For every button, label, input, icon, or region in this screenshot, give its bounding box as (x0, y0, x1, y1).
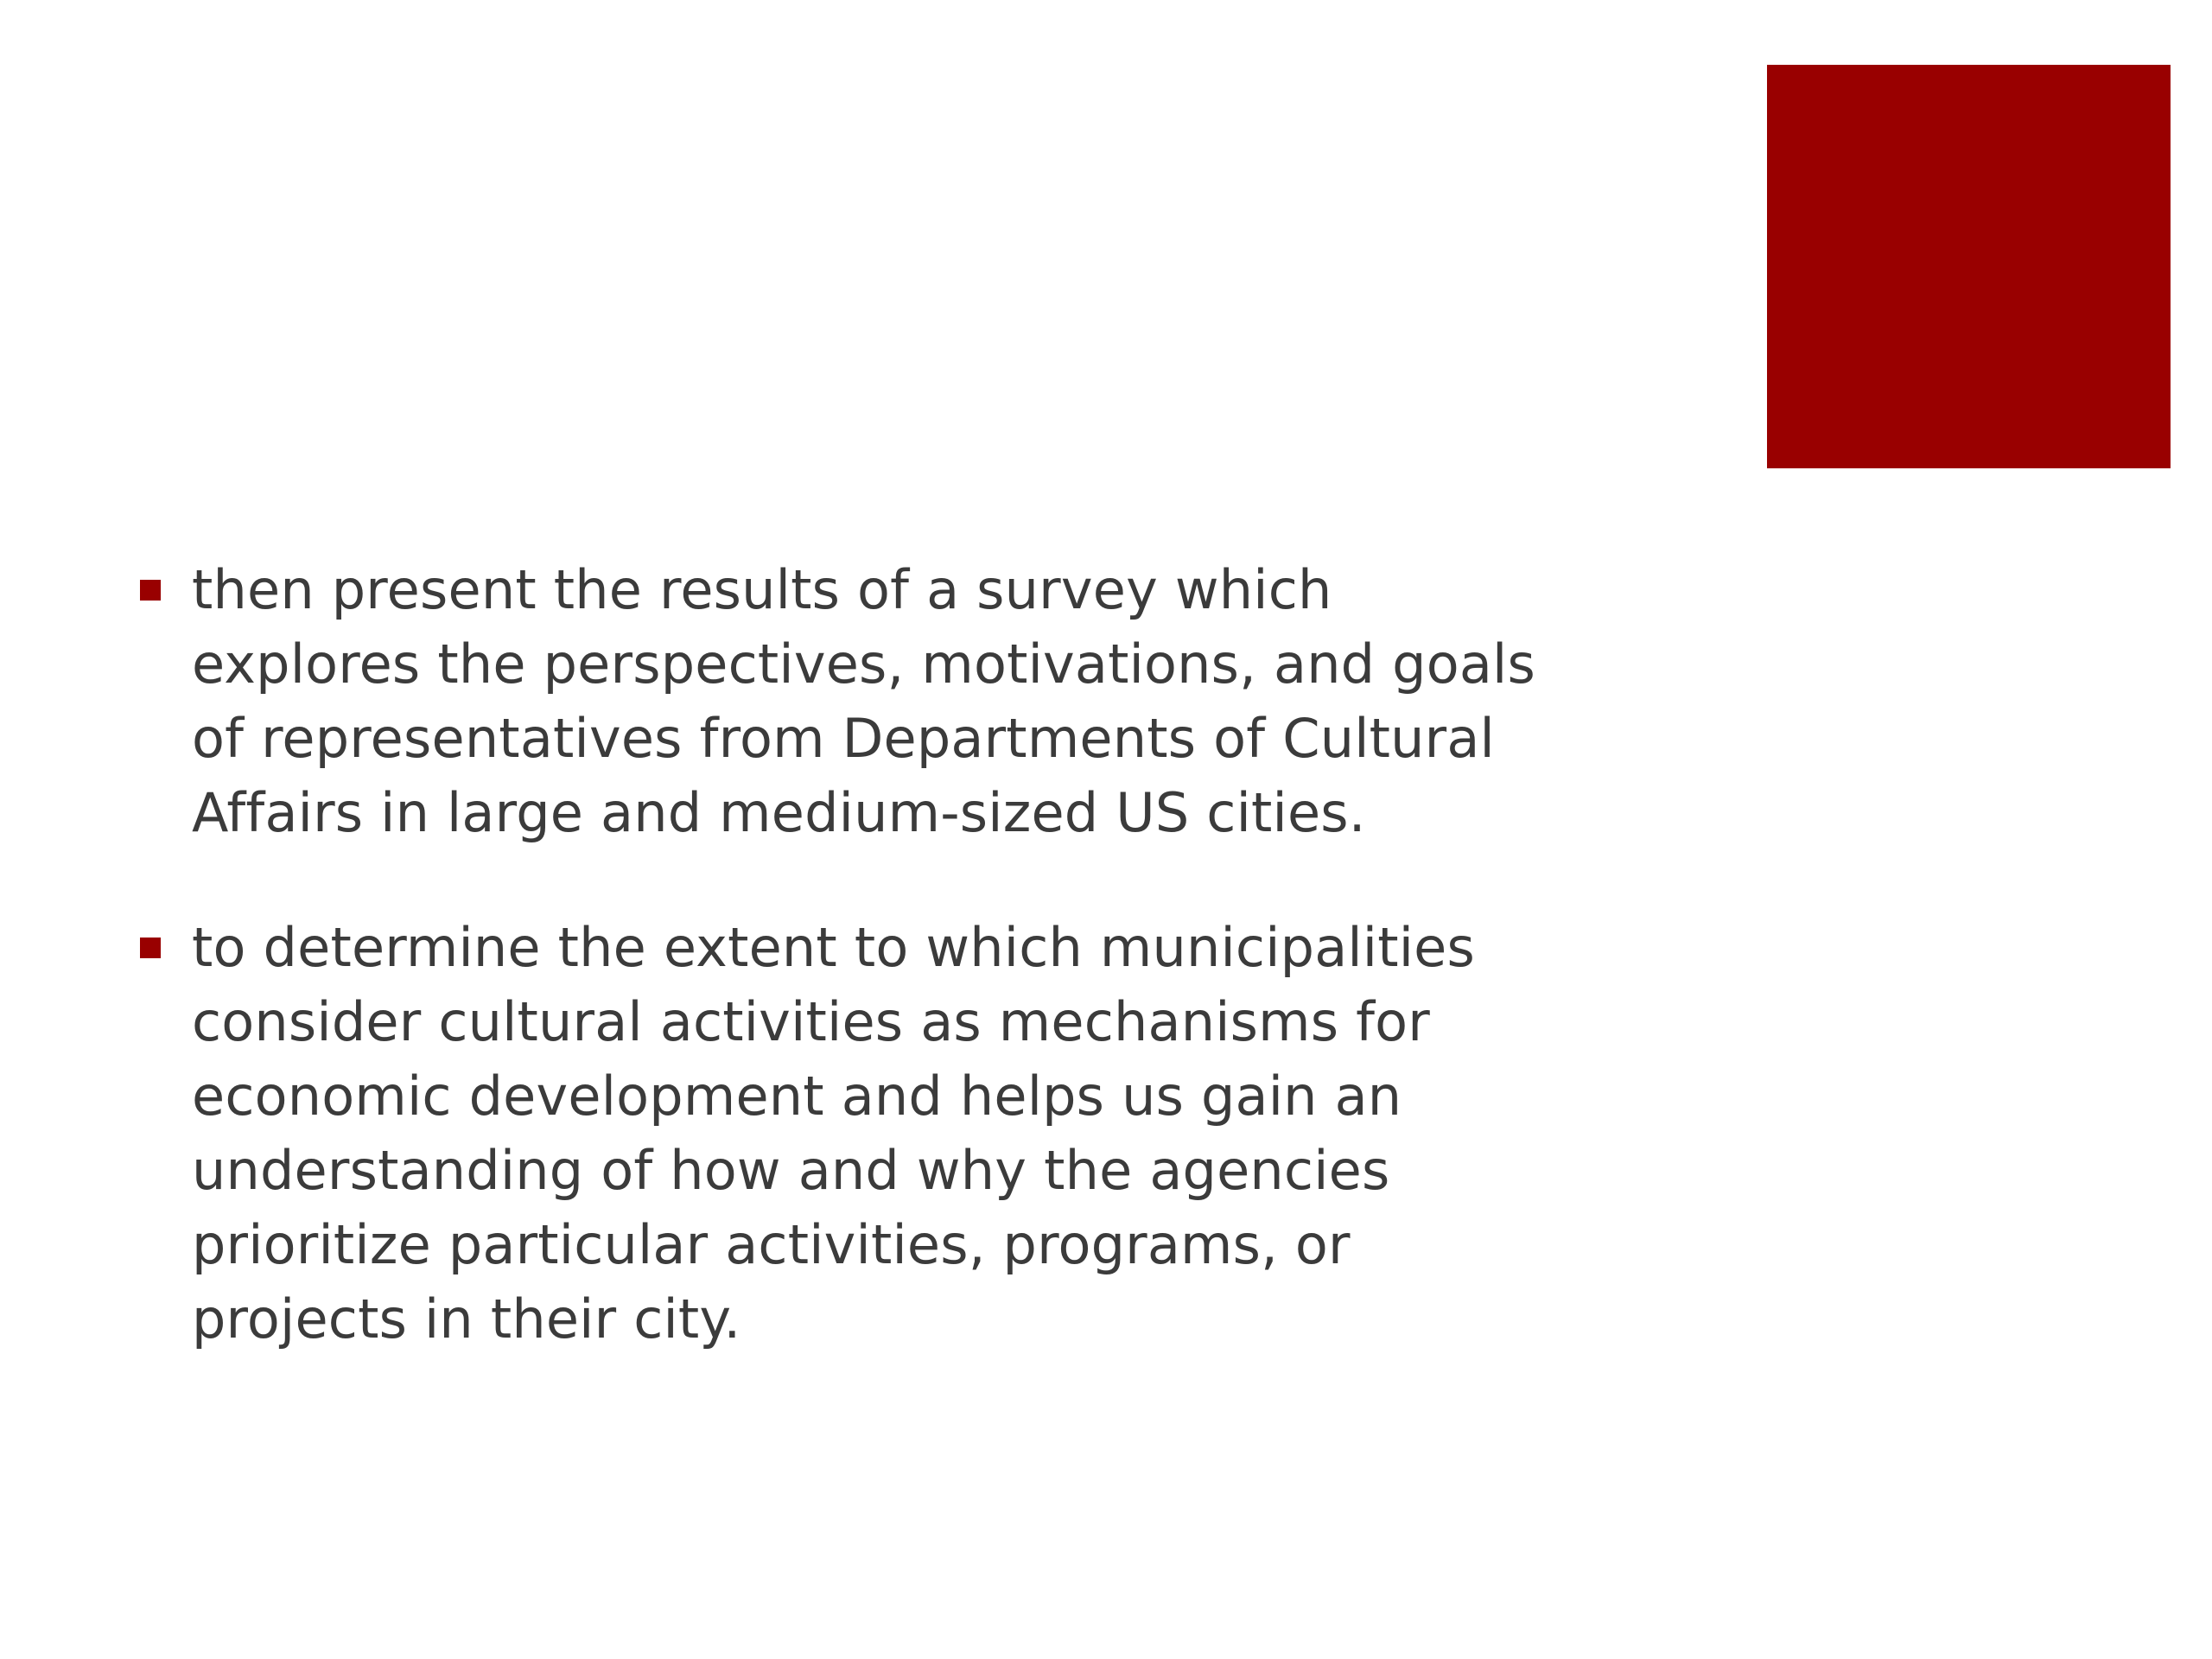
square-bullet-icon (140, 938, 161, 958)
bullet-line: economic development and helps us gain an (192, 1065, 1402, 1128)
bullet-line: Affairs in large and medium-sized US cities. (192, 781, 1366, 844)
bullet-item-1 (138, 553, 1694, 850)
bullet-text-2 (192, 911, 1694, 1357)
bullet-line: understanding of how and why the agencies (192, 1139, 1390, 1202)
bullet-item-2 (138, 911, 1694, 1357)
bullet-line: consider cultural activities as mechanisms for (192, 990, 1430, 1053)
bullet-line: then present the results of a survey which (192, 558, 1332, 621)
bullet-line: explores the perspectives, motivations, and goals (192, 632, 1535, 696)
bullet-list (138, 553, 1694, 1417)
accent-square (1767, 65, 2171, 468)
bullet-line: prioritize particular activities, programs, or (192, 1213, 1351, 1276)
bullet-line: projects in their city. (192, 1287, 741, 1351)
bullet-line: of representatives from Departments of Cultural (192, 707, 1495, 770)
square-bullet-icon (140, 580, 161, 601)
bullet-line: to determine the extent to which municipalities (192, 916, 1476, 979)
bullet-text-1 (192, 553, 1694, 850)
